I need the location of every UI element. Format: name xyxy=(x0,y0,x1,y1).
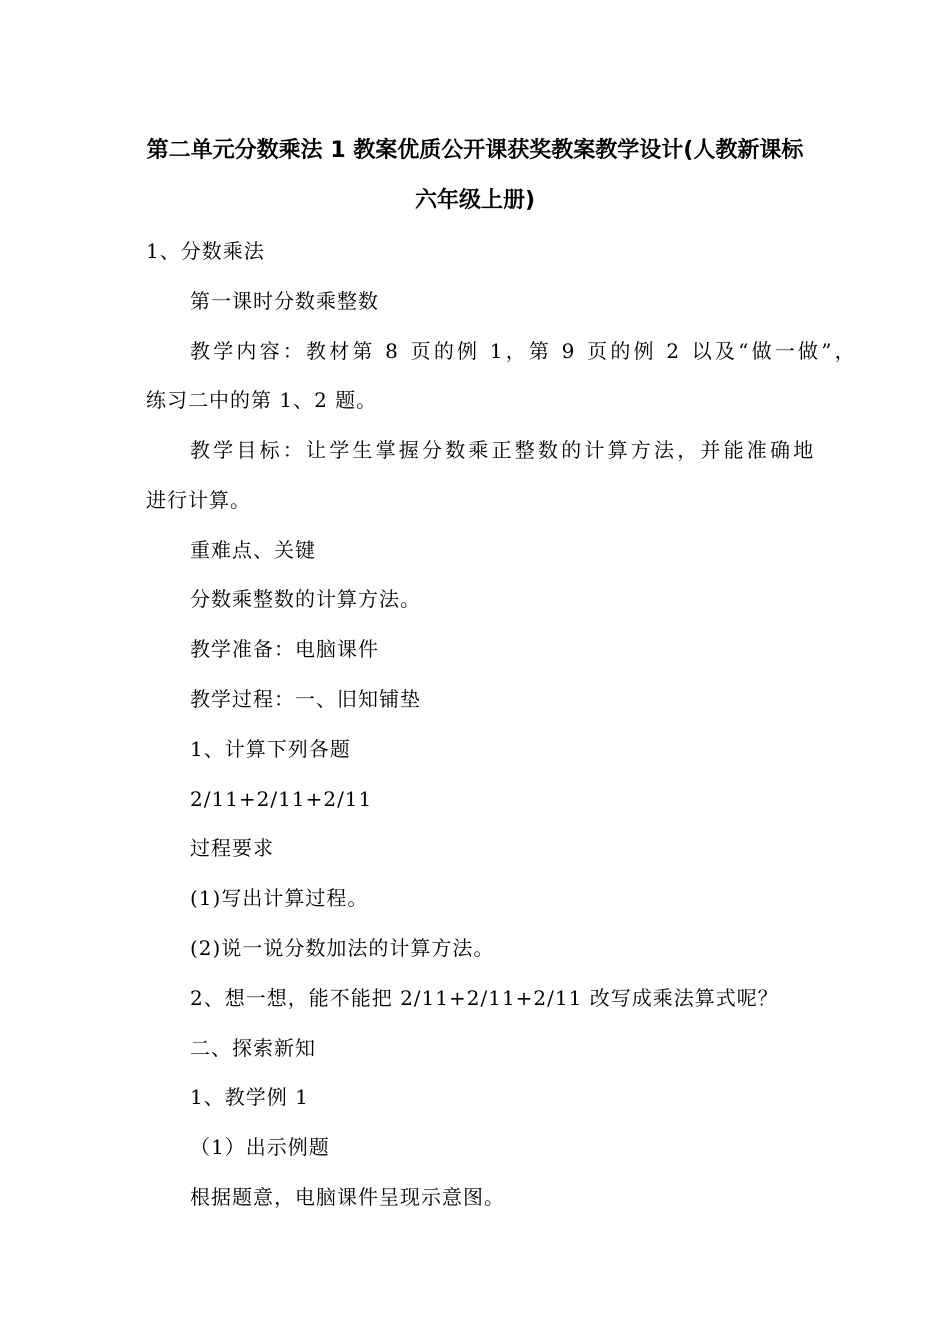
paragraph-key-method: 分数乘整数的计算方法。 xyxy=(190,587,421,611)
paragraph-requirement-2: (2)说一说分数加法的计算方法。 xyxy=(190,936,495,960)
paragraph-expression: 2/11+2/11+2/11 xyxy=(190,787,373,811)
lesson-heading: 第一课时分数乘整数 xyxy=(190,289,379,313)
paragraph-show-example: （1）出示例题 xyxy=(190,1135,330,1159)
document-title-line-1: 第二单元分数乘法 1 教案优质公开课获奖教案教学设计(人教新课标 xyxy=(146,138,804,163)
paragraph-exercise-1: 1、计算下列各题 xyxy=(190,737,351,761)
section-heading: 1、分数乘法 xyxy=(146,239,265,263)
paragraph-exercise-2: 2、想一想，能不能把 2/11+2/11+2/11 改写成乘法算式呢？ xyxy=(190,986,779,1010)
paragraph-teaching-content: 教学内容：教材第 8 页的例 1，第 9 页的例 2 以及“做一做”， xyxy=(190,339,858,363)
paragraph-explore: 二、探索新知 xyxy=(190,1036,316,1060)
document-title-line-2: 六年级上册) xyxy=(414,188,536,213)
paragraph-teaching-content-cont: 练习二中的第 1、2 题。 xyxy=(146,388,378,412)
paragraph-requirement-1: (1)写出计算过程。 xyxy=(190,886,369,910)
paragraph-teaching-goal-cont: 进行计算。 xyxy=(146,488,251,512)
paragraph-requirements: 过程要求 xyxy=(190,836,274,860)
paragraph-process: 教学过程：一、旧知铺垫 xyxy=(190,687,421,711)
paragraph-key-points: 重难点、关键 xyxy=(190,538,316,562)
paragraph-teaching-goal: 教学目标：让学生掌握分数乘正整数的计算方法，并能准确地 xyxy=(190,438,817,462)
paragraph-diagram-note: 根据题意，电脑课件呈现示意图。 xyxy=(190,1185,505,1209)
paragraph-preparation: 教学准备：电脑课件 xyxy=(190,637,379,661)
paragraph-example-1: 1、教学例 1 xyxy=(190,1085,309,1109)
